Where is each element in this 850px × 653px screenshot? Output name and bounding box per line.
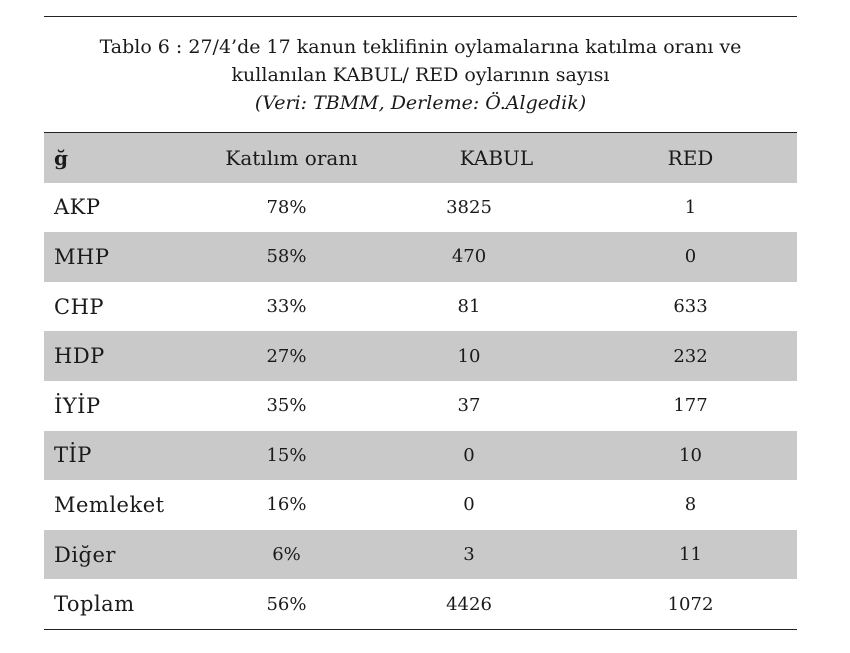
kabul-cell: 470 xyxy=(409,232,584,282)
party-cell: CHP xyxy=(54,294,105,319)
party-cell: AKP xyxy=(54,195,101,220)
column-header-party: ğ xyxy=(44,133,174,183)
party-cell: İYİP xyxy=(54,393,101,418)
table-header-row xyxy=(44,133,797,183)
caption-source: (Veri: TBMM, Derleme: Ö.Algedik) xyxy=(254,92,587,114)
party-cell: Memleket xyxy=(54,492,165,517)
rate-cell: 6% xyxy=(174,530,409,580)
party-cell: TİP xyxy=(44,431,174,481)
rate-cell: 16% xyxy=(266,494,307,516)
kabul-cell: 37 xyxy=(457,395,481,417)
party-cell: Toplam xyxy=(54,592,135,617)
table-figure xyxy=(44,16,797,630)
kabul-cell: 10 xyxy=(409,331,584,381)
rate-cell: 27% xyxy=(174,331,409,381)
red-cell: 10 xyxy=(584,431,797,481)
red-cell: 1072 xyxy=(667,593,714,615)
table-row xyxy=(44,381,797,431)
votes-table xyxy=(44,133,797,629)
rate-cell: 33% xyxy=(266,296,307,318)
party-cell: HDP xyxy=(44,331,174,381)
table-row xyxy=(44,431,797,481)
red-cell: 1 xyxy=(684,196,697,218)
red-cell: 11 xyxy=(584,530,797,580)
red-cell: 232 xyxy=(584,331,797,381)
table-row xyxy=(44,331,797,381)
table-row xyxy=(44,183,797,233)
red-cell: 633 xyxy=(673,296,708,318)
party-cell: Diğer xyxy=(44,530,174,580)
column-header-rate: Katılım oranı xyxy=(174,133,409,183)
caption-line-2: kullanılan KABUL/ RED oylarının sayısı xyxy=(231,64,610,86)
red-cell: 177 xyxy=(673,395,708,417)
red-cell: 8 xyxy=(684,494,697,516)
kabul-cell: 4426 xyxy=(446,593,492,615)
column-header-kabul: KABUL xyxy=(409,133,584,183)
caption-line-1: Tablo 6 : 27/4’de 17 kanun teklifinin oylamalarına katılma oranı ve xyxy=(99,36,742,58)
kabul-cell: 0 xyxy=(409,431,584,481)
kabul-cell: 0 xyxy=(463,494,475,516)
rate-cell: 78% xyxy=(266,196,307,218)
rate-cell: 56% xyxy=(266,593,307,615)
table-row xyxy=(44,480,797,530)
rate-cell: 15% xyxy=(174,431,409,481)
red-cell: 0 xyxy=(584,232,797,282)
table-row xyxy=(44,530,797,580)
table-caption xyxy=(44,17,797,132)
table-row xyxy=(44,282,797,332)
table-row xyxy=(44,232,797,282)
bottom-rule xyxy=(44,629,797,630)
kabul-cell: 3825 xyxy=(446,196,492,218)
rate-cell: 35% xyxy=(266,395,307,417)
column-header-red: RED xyxy=(584,133,797,183)
kabul-cell: 81 xyxy=(457,296,481,318)
rate-cell: 58% xyxy=(174,232,409,282)
party-cell: MHP xyxy=(44,232,174,282)
table-row-total xyxy=(44,579,797,629)
kabul-cell: 3 xyxy=(409,530,584,580)
